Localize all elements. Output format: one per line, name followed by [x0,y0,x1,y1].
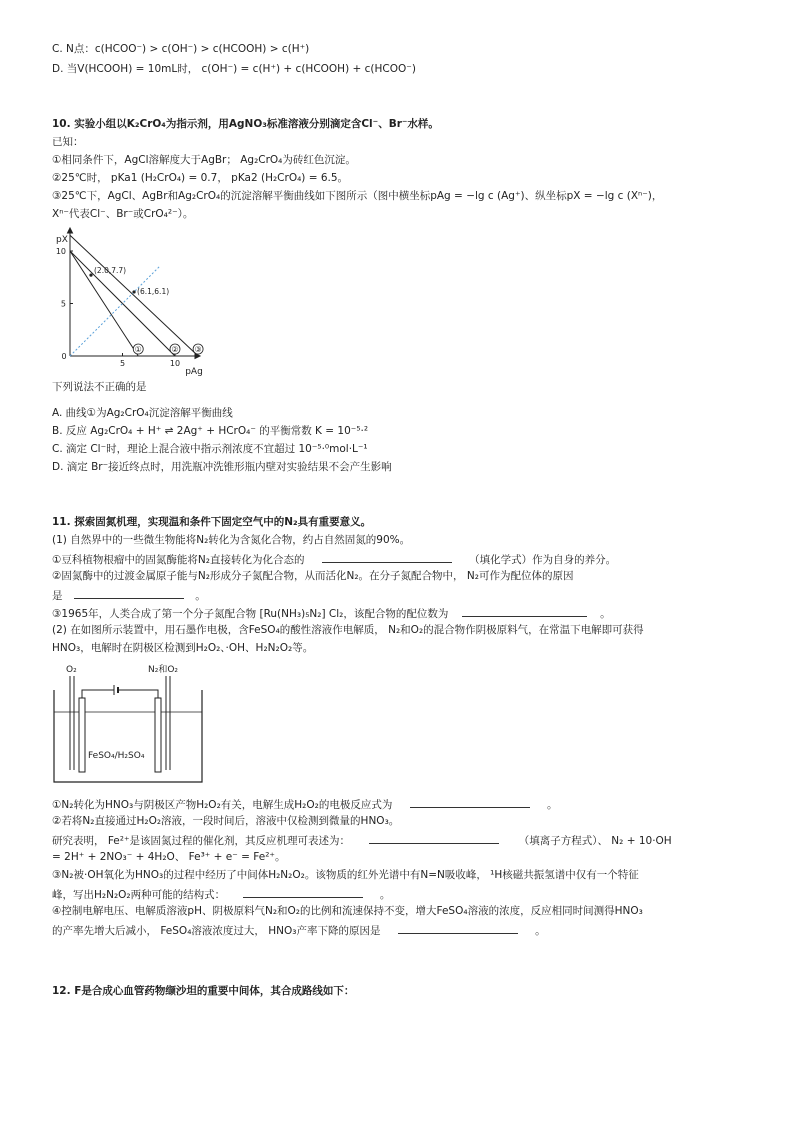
data-point-label-2: (6.1,6.1) [137,286,170,296]
q10-known: 已知： [52,136,84,148]
q11-sub-1 [52,796,558,812]
q11-part1-a-tail: （填化学式）作为自身的养分。 [469,554,617,566]
q11-part1-c [52,605,611,621]
y-tick-label: 5 [60,299,66,309]
q11-sub-2b-text: 研究表明， Fe²⁺是该固氮过程的催化剂，其反应机理可表述为： [52,835,351,847]
q10-known-3a: ③25℃下，AgCl、AgBr和Ag₂CrO₄的沉淀溶解平衡曲线如下图所示（图中横坐标pAg = −lg c (Ag⁺)、纵坐标pX = −lg c (Xⁿ⁻)， [52,190,663,202]
electrolyte-label: FeSO₄/H₂SO₄ [88,751,145,761]
gas-left-label: O₂ [66,665,77,675]
answer-blank-2[interactable] [74,587,184,599]
answer-blank-3[interactable] [462,605,587,617]
series-line-4 [70,267,159,356]
series-label-3: ③ [194,345,202,354]
q10-option-a: A. 曲线①为Ag₂CrO₄沉淀溶解平衡曲线 [52,407,233,419]
q11-part1-b2 [52,587,206,603]
x-tick-label: 5 [119,359,126,368]
q11-part1: (1) 自然界中的一些微生物能将N₂转化为含氮化合物，约占自然固氮的90%。 [52,534,411,546]
data-point-2 [132,290,135,293]
q10-known-3b: Xⁿ⁻代表Cl⁻、Br⁻或CrO₄²⁻）。 [52,208,194,220]
q11-sub-4b [52,922,546,938]
data-point-label-1: (2.0,7.7) [94,266,127,276]
x-axis-label: pAg [185,367,203,376]
electrolysis-apparatus [52,660,212,786]
q11-part1-b2-tail: 。 [195,590,206,602]
answer-blank-7[interactable] [398,922,518,934]
q11-sub-3b [52,886,390,902]
series-label-2: ② [171,345,179,354]
x-tick-label: 10 [169,359,181,368]
q10-known-1: ①相同条件下，AgCl溶解度大于AgBr； Ag₂CrO₄为砖红色沉淀。 [52,154,356,166]
answer-blank-5[interactable] [369,832,499,844]
q11-sub-3: ③N₂被·OH氧化为HNO₃的过程中经历了中间体H₂N₂O₂。该物质的红外光谱中有N=N吸收峰， ¹H核磁共振氢谱中仅有一个特征 [52,869,639,881]
q11-sub-2: ②若将N₂直接通过H₂O₂溶液，一段时间后，溶液中仅检测到微量的HNO₃。 [52,815,400,827]
q10-known-2: ②25℃时， pKa1 (H₂CrO₄) = 0.7， pKa2 (H₂CrO₄) = 6.5。 [52,172,349,184]
q9-option-c: C. N点：c(HCOO⁻) > c(OH⁻) > c(HCOOH) > c(H⁺) [52,43,310,55]
gas-right-label: N₂和O₂ [148,665,179,675]
q9-option-d: D. 当V(HCOOH) = 10mL时， c(OH⁻) = c(H⁺) + c(HCOOH) + c(HCOO⁻) [52,63,416,75]
series-line-3 [70,235,198,356]
q11-sub-4b-tail: 。 [535,925,546,937]
q11-sub-2b [52,832,672,848]
q11-part1-c-tail: 。 [600,608,611,620]
q11-part2: (2) 在如图所示装置中，用石墨作电极，含FeSO₄的酸性溶液作电解质， N₂和O₂的混合物作阴极原料气，在常温下电解即可获得 [52,624,644,636]
q11-sub-4b-text: 的产率先增大后减小， FeSO₄溶液浓度过大， HNO₃产率下降的原因是 [52,925,381,937]
y-tick-label: 10 [55,247,66,256]
series-label-1: ① [134,345,142,354]
q11-part1-a [52,551,616,567]
q12-stem: 12. F是合成心血管药物缬沙坦的重要中间体，其合成路线如下： [52,985,355,997]
q11-part1-b2-text: 是 [52,590,63,602]
y-axis-label: pX [56,235,68,245]
q10-question: 下列说法不正确的是 [52,381,147,393]
q11-stem: 11. 探索固氮机理，实现温和条件下固定空气中的N₂具有重要意义。 [52,516,372,528]
q11-sub-2c: = 2H⁺ + 2NO₃⁻ + 4H₂O、 Fe³⁺ + e⁻ = Fe²⁺。 [52,851,286,863]
q10-option-c: C. 滴定 Cl⁻时，理论上混合液中指示剂浓度不宜超过 10⁻⁵·⁰mol·L⁻¹ [52,443,368,455]
q11-sub-1-tail: 。 [547,799,558,811]
data-point-1 [89,274,92,277]
answer-blank-1[interactable] [322,551,452,563]
q11-sub-1-text: ①N₂转化为HNO₃与阴极区产物H₂O₂有关，电解生成H₂O₂的电极反应式为 [52,799,393,811]
q10-stem: 10. 实验小组以K₂CrO₄为指示剂，用AgNO₃标准溶液分别滴定含Cl⁻、Br⁻水样。 [52,118,439,130]
q11-part1-b: ②固氮酶中的过渡金属原子能与N₂形成分子氮配合物，从而活化N₂。在分子氮配合物中， N₂可作为配位体的原因 [52,570,574,582]
origin-label: 0 [61,352,67,361]
q11-sub-2b-tail: （填离子方程式）、 N₂ + 10·OH [518,835,672,847]
y-axis-arrow [68,228,73,233]
q11-part1-a-text: ①豆科植物根瘤中的固氮酶能将N₂直接转化为化合态的 [52,554,305,566]
q10-option-d: D. 滴定 Br⁻接近终点时，用洗瓶冲洗锥形瓶内壁对实验结果不会产生影响 [52,461,392,473]
precipitation-chart [52,226,222,376]
q11-part1-c-text: ③1965年，人类合成了第一个分子氮配合物 [Ru(NH₃)₅N₂] Cl₂，该配合物的配位数为 [52,608,449,620]
q11-part2-b: HNO₃，电解时在阴极区检测到H₂O₂、·OH、H₂N₂O₂等。 [52,642,314,654]
answer-blank-4[interactable] [410,796,530,808]
q10-option-b: B. 反应 Ag₂CrO₄ + H⁺ ⇌ 2Ag⁺ + HCrO₄⁻ 的平衡常数 K = 10⁻⁵·² [52,425,369,437]
q11-sub-3b-text: 峰，写出H₂N₂O₂两种可能的结构式： [52,889,226,901]
answer-blank-6[interactable] [243,886,363,898]
q11-sub-3b-tail: 。 [379,889,391,901]
q11-sub-4: ④控制电解电压、电解质溶液pH、阴极原料气N₂和O₂的比例和流速保持不变，增大FeSO₄溶液的浓度，反应相同时间测得HNO₃ [52,905,643,917]
